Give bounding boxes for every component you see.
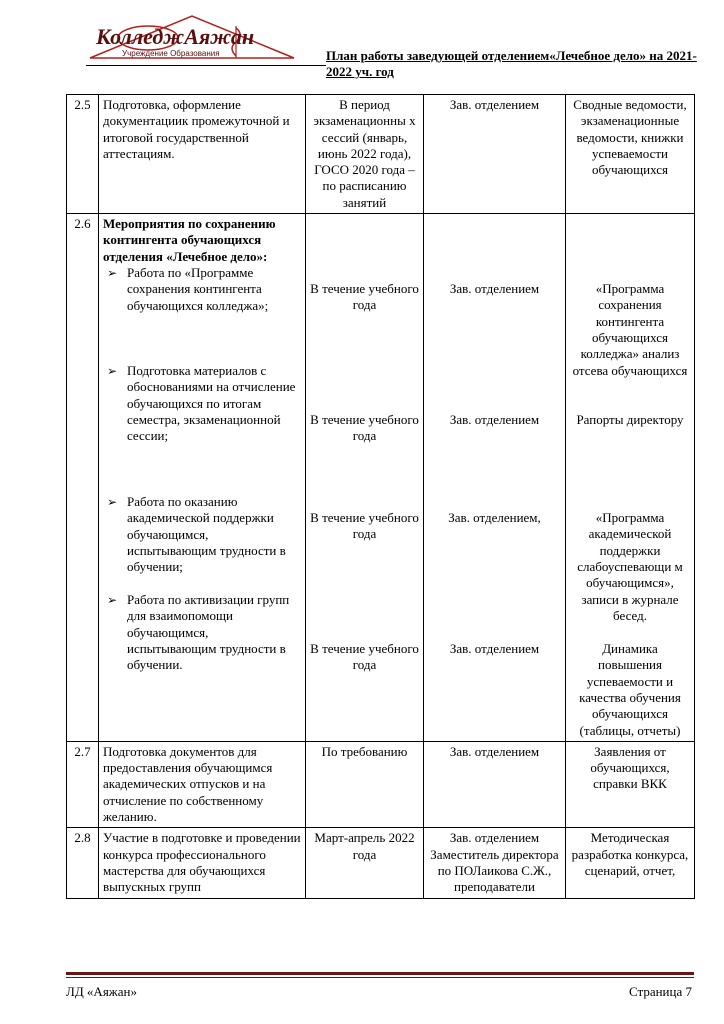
- row-number: 2.7: [67, 741, 99, 827]
- term-cell: В течение учебного года В течение учебного года В течение учебного года В течение учебного года: [306, 214, 424, 742]
- footer-org: ЛД «Аяжан»: [66, 984, 138, 999]
- task-cell: Участие в подготовке и проведении конкурса профессионального мастерства для обучающихся выпускных групп: [99, 828, 306, 898]
- arrow-bullet-icon: ➢: [107, 494, 118, 509]
- table-row: [67, 741, 695, 827]
- responsible-cell: Зав. отделением: [424, 95, 566, 214]
- table-row: [67, 214, 695, 742]
- arrow-bullet-icon: ➢: [107, 592, 118, 607]
- result-cell: Методическая разработка конкурса, сценарий, отчет,: [566, 828, 695, 898]
- footer-divider-thin: [66, 977, 694, 978]
- college-logo: [86, 14, 298, 60]
- section-title: Мероприятия по сохранению контингента обучающихся отделения «Лечебное дело»:: [103, 216, 276, 264]
- list-item: ➢ Работа по активизации групп для взаимопомощи обучающимся, испытывающим трудности в обучении.: [107, 591, 290, 673]
- table-row: [67, 828, 695, 898]
- arrow-bullet-icon: ➢: [107, 363, 118, 378]
- task-cell: Подготовка документов для предоставления обучающимся академических отпусков и на отчисление по собственному желанию.: [99, 741, 306, 827]
- term-cell: По требованию: [306, 741, 424, 827]
- logo-subtitle: Учреждение Образования: [122, 49, 220, 58]
- plan-table: [66, 94, 695, 899]
- page-number: Страница 7: [628, 984, 692, 999]
- list-item: ➢ Подготовка материалов с обоснованиями на отчисление обучающихся по итогам семестра, экзаменационной сессии;: [107, 362, 296, 444]
- list-item: ➢ Работа по «Программе сохранения контингента обучающихся колледжа»;: [107, 264, 269, 313]
- row-number: 2.5: [67, 95, 99, 214]
- task-cell: [99, 214, 306, 742]
- responsible-cell: Зав. отделением: [424, 741, 566, 827]
- term-cell: Март-апрель 2022 года: [306, 828, 424, 898]
- list-item: ➢ Работа по оказанию академической поддержки обучающимся, испытывающим трудности в обучении;: [107, 493, 286, 575]
- responsible-cell: Зав. отделением Зав. отделением Зав. отделением, Зав. отделением: [424, 214, 566, 742]
- logo-text: КолледжАяжан: [96, 24, 255, 49]
- term-cell: В период экзаменационны х сессий (январь, июнь 2022 года), ГОСО 2020 года – по расписанию занятий: [306, 95, 424, 214]
- row-number: 2.6: [67, 214, 99, 742]
- logo-graphic: [86, 14, 298, 60]
- row-number: 2.8: [67, 828, 99, 898]
- result-cell: Заявления от обучающихся, справки ВКК: [566, 741, 695, 827]
- task-cell: Подготовка, оформление документациик промежуточной и итоговой государственной аттестациям.: [99, 95, 306, 214]
- page-title: План работы заведующей отделением«Лечебное дело» на 2021-2022 уч. год: [326, 48, 697, 79]
- table-row: [67, 95, 695, 214]
- arrow-bullet-icon: ➢: [107, 265, 118, 280]
- task-list: [103, 265, 301, 673]
- result-cell: «Программа сохранения контингента обучающихся колледжа» анализ отсева обучающихся Рапорты директору «Программа академической поддержки слабоуспевающи м обучающимся», записи в журнале бесед. Динамика повышения успеваемости и качества обучения обучающихся (таблицы, отчеты): [566, 214, 695, 742]
- responsible-cell: Зав. отделением Заместитель директора по ПОЛаикова С.Ж., преподаватели: [424, 828, 566, 898]
- header-divider: [86, 65, 326, 66]
- result-cell: Сводные ведомости, экзаменационные ведомости, книжки успеваемости обучающихся: [566, 95, 695, 214]
- footer-divider: [66, 972, 694, 975]
